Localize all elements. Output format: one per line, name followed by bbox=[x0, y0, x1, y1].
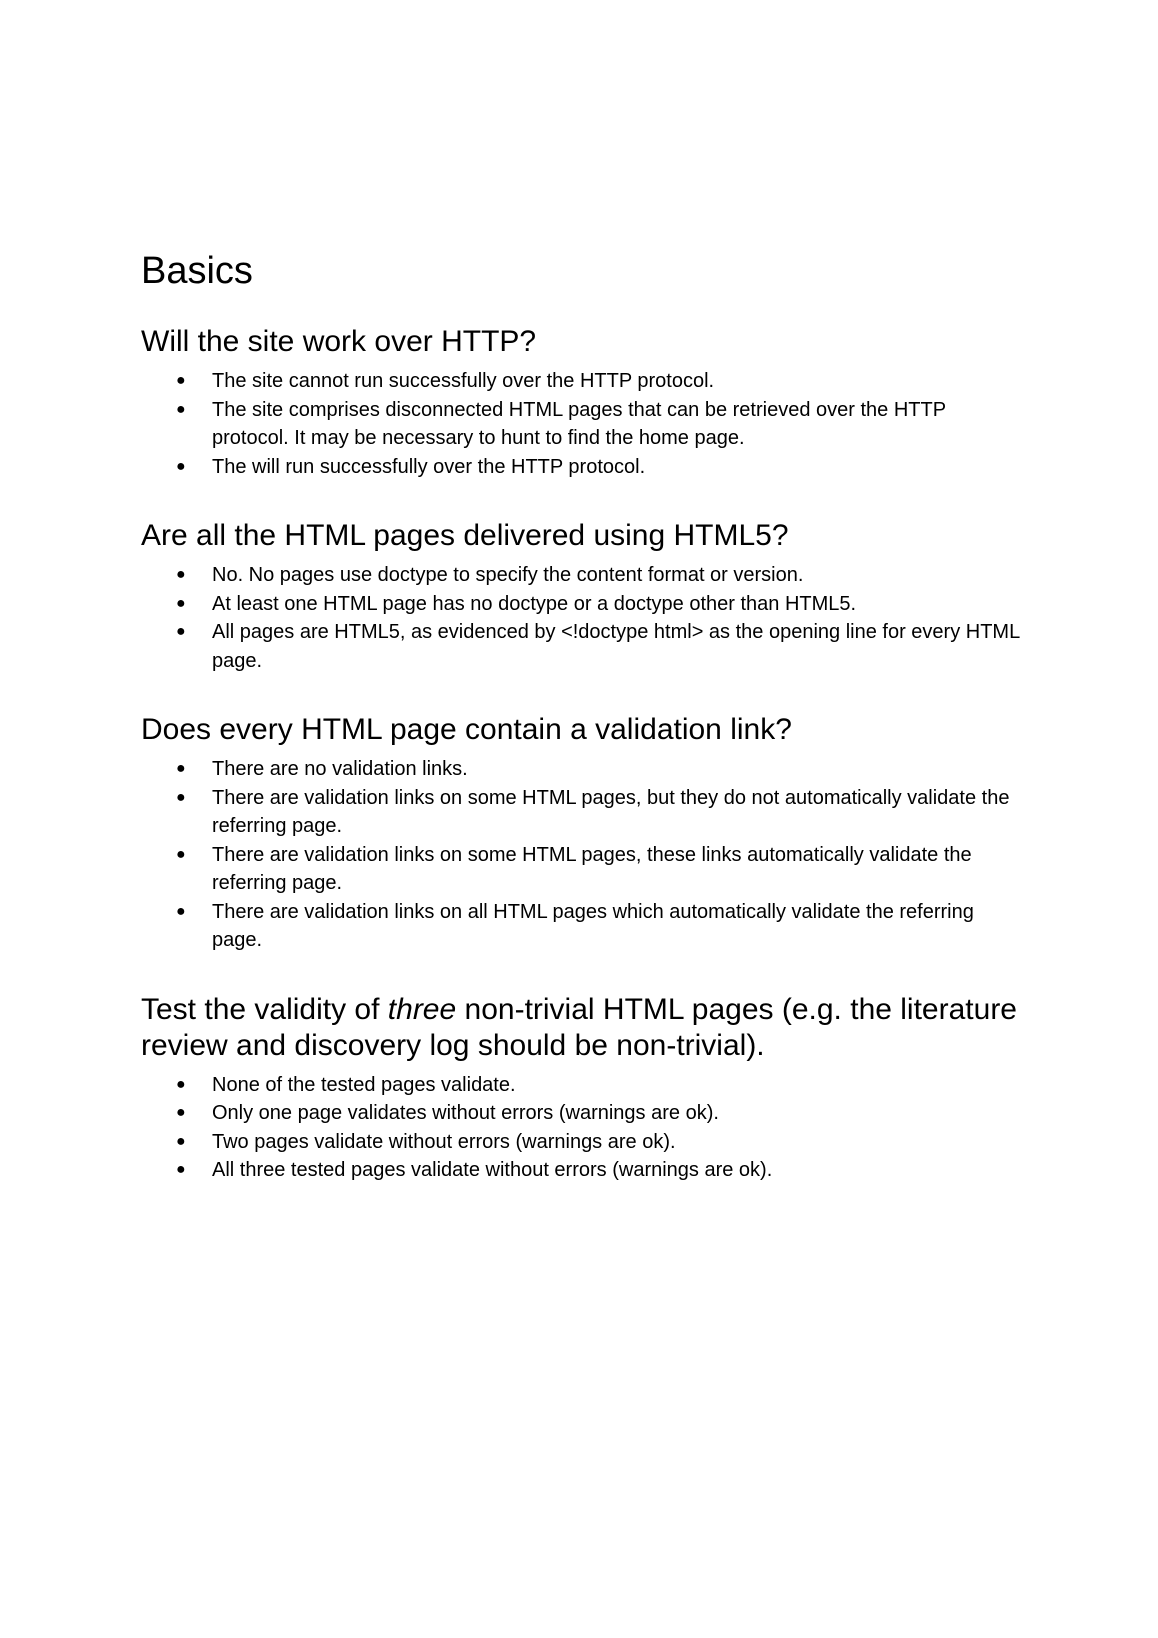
list-item-text: Only one page validates without errors (warnings are ok). bbox=[212, 1102, 719, 1124]
bullet-icon: ● bbox=[176, 623, 186, 640]
list-item-text: The will run successfully over the HTTP protocol. bbox=[212, 455, 646, 478]
list-item-text: The site cannot run successfully over the HTTP protocol. bbox=[212, 370, 715, 392]
list-item-text: At least one HTML page has no doctype or a doctype other than HTML5. bbox=[212, 592, 857, 615]
list-item-text: There are validation links on some HTML pages, but they do not automatically validate the referring page. bbox=[212, 786, 1010, 837]
bullet-icon: ● bbox=[176, 845, 186, 863]
list-item-text: None of the tested pages validate. bbox=[212, 1073, 516, 1096]
list-item bbox=[141, 1099, 1021, 1128]
list-item bbox=[141, 561, 1021, 590]
list-item bbox=[141, 367, 1021, 396]
document-page bbox=[141, 249, 1021, 1222]
list-item bbox=[141, 784, 1021, 841]
heading-text-end: non-trivial HTML pages (e.g. the literature review and discovery log should be non-trivial). bbox=[141, 992, 1017, 1062]
section-html5 bbox=[141, 518, 1021, 675]
list-item bbox=[141, 396, 1021, 453]
list-item-text: There are validation links on all HTML pages which automatically validate the referring page. bbox=[212, 900, 974, 951]
bullet-list bbox=[141, 1071, 1021, 1185]
bullet-icon: ● bbox=[176, 1161, 186, 1178]
list-item bbox=[141, 453, 1021, 482]
page-title: Basics bbox=[141, 250, 253, 292]
section-http bbox=[141, 324, 1021, 481]
bullet-icon: ● bbox=[176, 1075, 186, 1093]
list-item-text: There are no validation links. bbox=[212, 758, 468, 780]
list-item bbox=[141, 1128, 1021, 1157]
list-item bbox=[141, 1071, 1021, 1100]
bullet-icon: ● bbox=[176, 566, 186, 583]
list-item-text: All pages are HTML5, as evidenced by <!doctype html> as the opening line for every HTML page. bbox=[212, 621, 1020, 672]
heading-emphasis: three bbox=[387, 992, 457, 1026]
list-item-text: Two pages validate without errors (warnings are ok). bbox=[212, 1130, 676, 1153]
bullet-list bbox=[141, 755, 1021, 955]
list-item bbox=[141, 618, 1021, 675]
list-item bbox=[141, 1156, 1021, 1185]
list-item-text: No. No pages use doctype to specify the content format or version. bbox=[212, 564, 804, 586]
section-heading: Does every HTML page contain a validation link? bbox=[141, 713, 792, 746]
heading-text-start: Test the validity of bbox=[141, 992, 388, 1026]
section-validity-test bbox=[141, 992, 1021, 1185]
bullet-icon: ● bbox=[176, 902, 186, 920]
bullet-icon: ● bbox=[176, 1104, 186, 1121]
section-heading bbox=[141, 992, 1021, 1064]
section-heading: Are all the HTML pages delivered using HTML5? bbox=[141, 519, 789, 552]
list-item bbox=[141, 898, 1021, 955]
bullet-icon: ● bbox=[176, 760, 186, 777]
list-item bbox=[141, 590, 1021, 619]
bullet-list bbox=[141, 561, 1021, 675]
bullet-icon: ● bbox=[176, 400, 186, 418]
bullet-icon: ● bbox=[176, 788, 186, 806]
bullet-icon: ● bbox=[176, 372, 186, 389]
bullet-icon: ● bbox=[176, 457, 186, 475]
list-item-text: There are validation links on some HTML pages, these links automatically validate the referring page. bbox=[212, 843, 972, 894]
section-heading: Will the site work over HTTP? bbox=[141, 325, 537, 358]
list-item-text: The site comprises disconnected HTML pages that can be retrieved over the HTTP protocol. It may be necessary to hunt to find the home page. bbox=[212, 398, 946, 449]
list-item bbox=[141, 755, 1021, 784]
section-validation-link bbox=[141, 712, 1021, 955]
list-item bbox=[141, 841, 1021, 898]
bullet-list bbox=[141, 367, 1021, 481]
list-item-text: All three tested pages validate without errors (warnings are ok). bbox=[212, 1159, 773, 1181]
bullet-icon: ● bbox=[176, 594, 186, 612]
bullet-icon: ● bbox=[176, 1132, 186, 1150]
